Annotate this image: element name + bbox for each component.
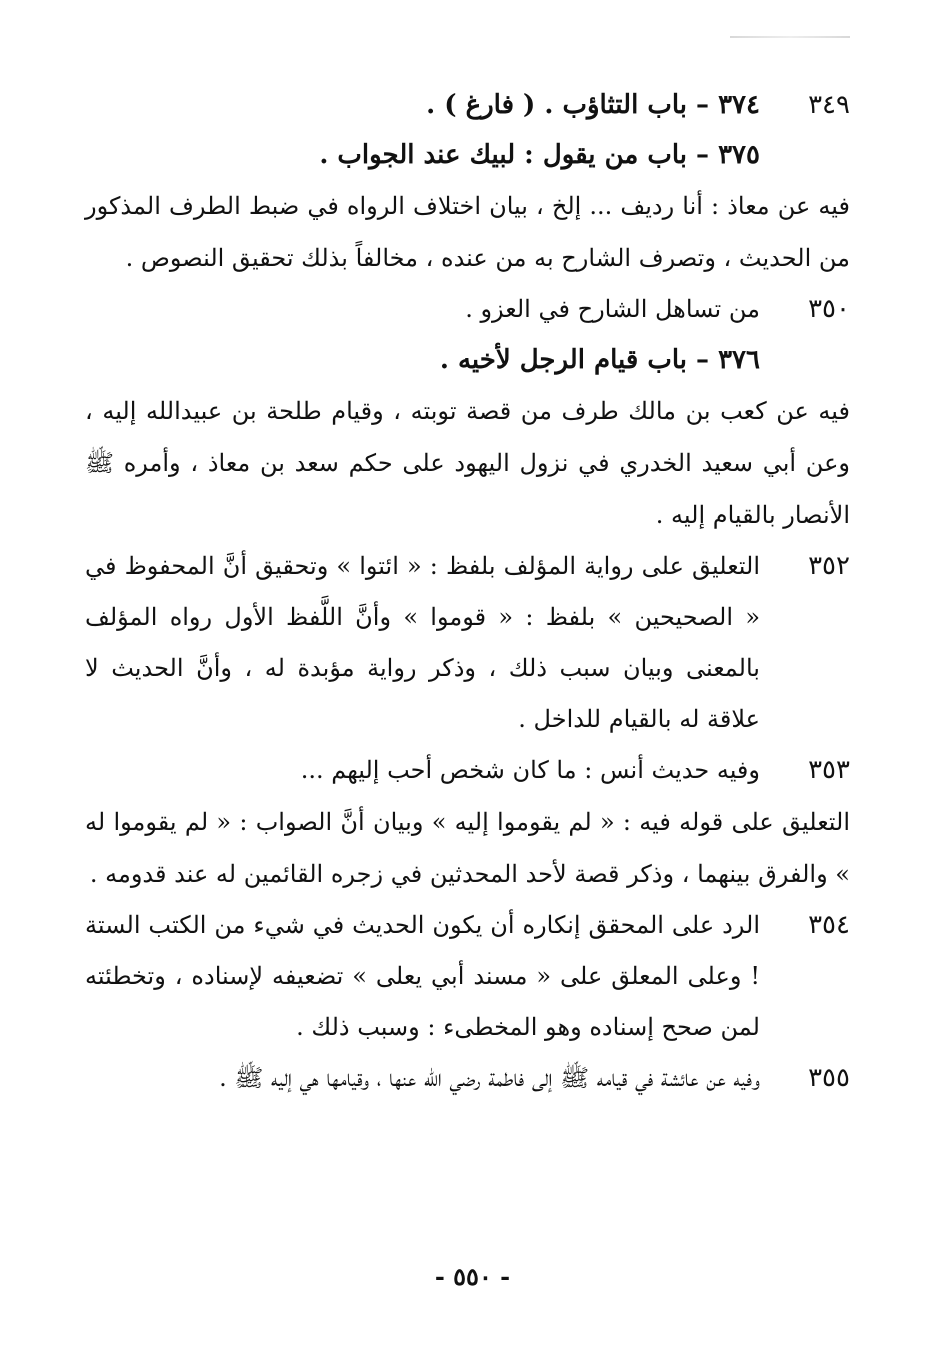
entry-content: وفيه عن عائشة في قيامه ﷺ إلى فاطمة رضي الله عنها ، وقيامها هي إليه ﷺ .: [219, 1064, 760, 1092]
chapter-heading: ٣٧٥ – باب من يقول : لبيك عند الجواب .: [319, 140, 760, 170]
entry-354: [85, 900, 850, 1053]
chapter-heading: ٣٧٦ – باب قيام الرجل لأخيه .: [439, 345, 760, 375]
chapter-376: [85, 335, 850, 385]
entry-content: من تساهل الشارح في العزو .: [465, 295, 760, 323]
scan-smudge: [730, 36, 850, 38]
chapter-heading: ٣٧٤ – باب التثاؤب . ( فارغ ) .: [426, 90, 760, 120]
paragraph: فيه عن كعب بن مالك طرف من قصة توبته ، وقيام طلحة بن عبيدالله إليه ، وعن أبي سعيد الخدري في نزول اليهود على حكم سعد بن معاذ ، وأمره ﷺ الأنصار بالقيام إليه .: [85, 397, 850, 529]
paragraph: التعليق على قوله فيه : « لم يقوموا إليه » وبيان أنَّ الصواب : « لم يقوموا له » والفرق بينهما ، وذكر قصة لأحد المحدثين في زجره القائمين له عند قدومه .: [85, 808, 850, 888]
entry-content: الرد على المحقق إنكاره أن يكون الحديث في شيء من الكتب الستة ! وعلى المعلق على « مسند أبي يعلى » تضعيفه لإسناده ، وتخطئته لمن صحح إسناده وهو المخطىء : وسبب ذلك .: [85, 911, 760, 1041]
entry-355: [85, 1053, 850, 1104]
entry-353: [85, 745, 850, 796]
entry-content: [85, 335, 760, 385]
entry-number: ٣٥٢: [808, 551, 850, 581]
page-number: - ٥٥٠ -: [434, 1262, 511, 1291]
paragraph: فيه عن معاذ : أنا رديف ... إلخ ، بيان اختلاف الرواه في ضبط الطرف المذكور من الحديث ، وتصرف الشارح به من عنده ، مخالفاً بذلك تحقيق النصوص .: [85, 192, 850, 272]
entry-349: [85, 80, 850, 180]
document-page: [85, 80, 850, 1104]
entry-352: [85, 541, 850, 745]
entry-content: التعليق على رواية المؤلف بلفظ : « ائتوا » وتحقيق أنَّ المحفوظ في « الصحيحين » بلفظ : « قوموا » وأنَّ اللَّفظ الأول رواه المؤلف بالمعنى وبيان سبب ذلك ، وذكر رواية مؤبدة له ، وأنَّ الحديث لا علاقة له بالقيام للداخل .: [85, 552, 760, 733]
entry-350: [85, 284, 850, 335]
entry-number: ٣٥٣: [808, 755, 850, 785]
entry-content: [85, 80, 760, 180]
entry-number: ٣٥٤: [808, 910, 850, 940]
entry-number: ٣٥٥: [808, 1063, 850, 1093]
entry-number: ٣٥٠: [808, 294, 850, 324]
entry-number: ٣٤٩: [808, 90, 850, 120]
entry-content: وفيه حديث أنس : ما كان شخص أحب إليهم ...: [300, 756, 760, 784]
